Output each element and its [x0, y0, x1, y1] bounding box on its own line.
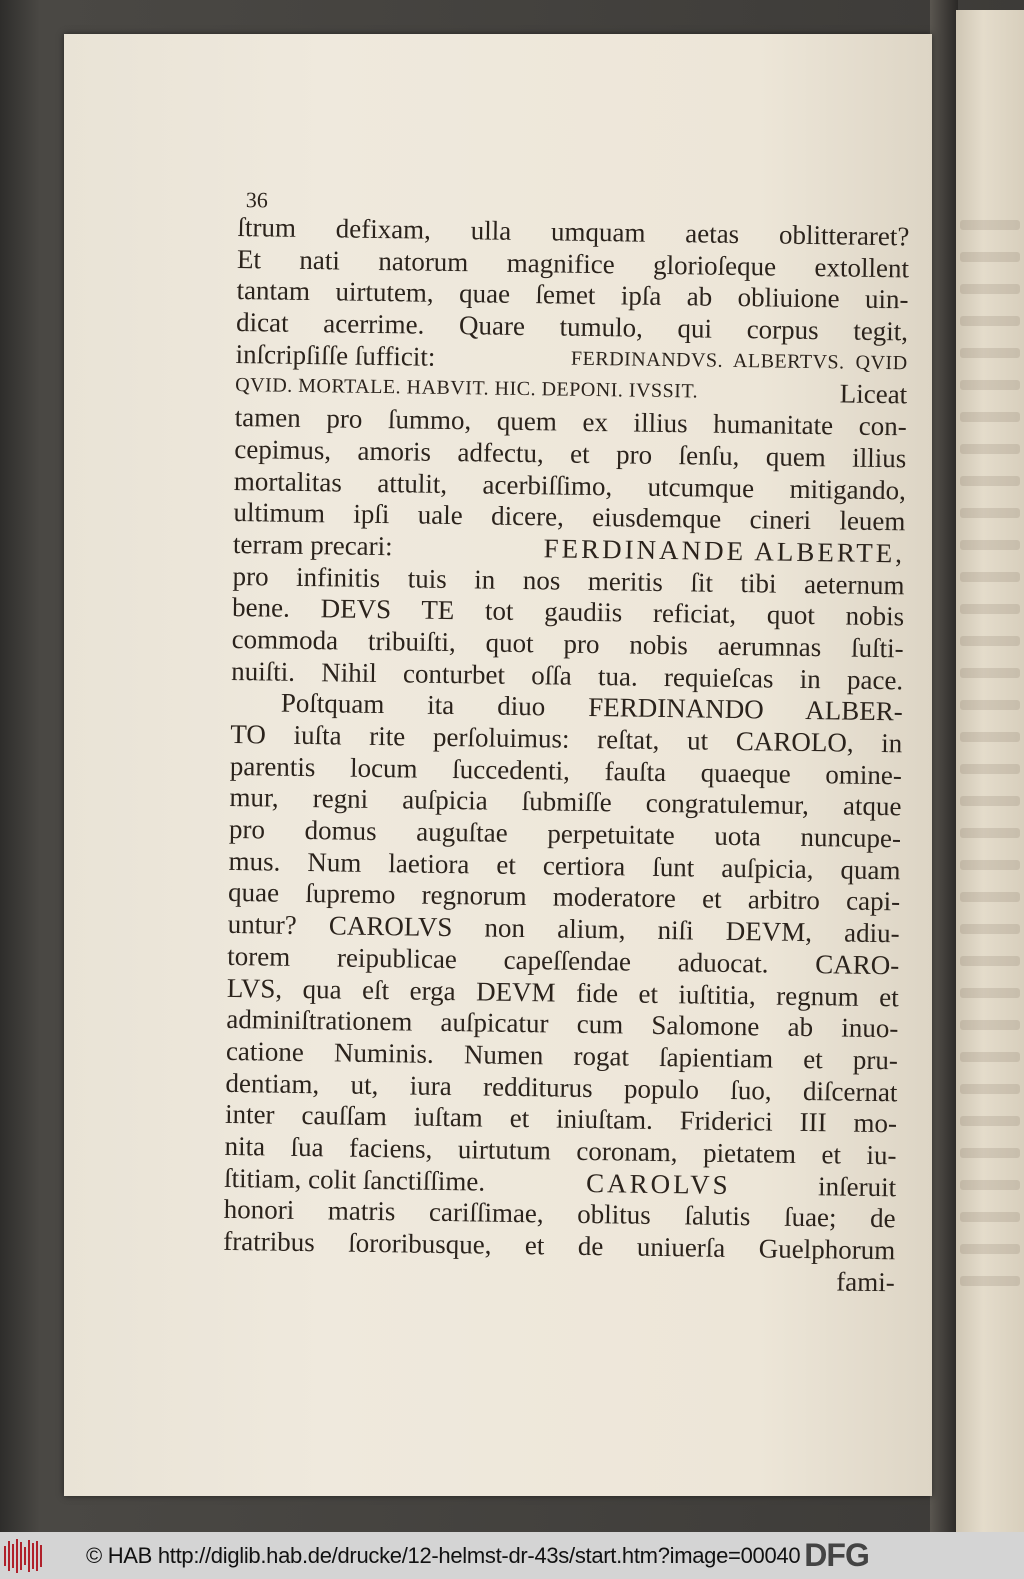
- text-segment: ultimum ipſi uale dicere, eiusdemque cineri leuem: [233, 497, 906, 537]
- text-segment: bene. DEVS TE tot gaudiis reficiat, quot nobis: [231, 592, 905, 632]
- text-segment: Poſtquam ita diuo FERDINANDO ALBER-: [280, 687, 903, 727]
- text-segment: adminiſtrationem auſpicatur cum Salomone ab inuo-: [226, 1004, 899, 1044]
- bleed-through-text: [960, 604, 1020, 614]
- bleed-through-text: [960, 348, 1020, 358]
- text-lines: [223, 212, 910, 1299]
- bleed-through-text: [960, 252, 1020, 262]
- small-caps-text: QVID. MORTALE. HABVIT. HIC. DEPONI. IVSSIT.: [235, 374, 699, 403]
- copyright-link[interactable]: © HAB http://diglib.hab.de/drucke/12-helmst-dr-43s/start.htm?image=00040: [86, 1542, 801, 1568]
- dfg-logo: DFG: [804, 1537, 869, 1573]
- spaced-caps-text: FERDINANDE ALBERTE,: [543, 533, 906, 569]
- text-segment: torem reipublicae capeſſendae aduocat. CARO-: [227, 940, 900, 981]
- text-segment: inſcripſiſſe ſufficit:: [235, 338, 443, 372]
- footer-bar: [0, 1532, 1024, 1579]
- bleed-through-text: [960, 668, 1020, 678]
- text-segment: Et nati natorum magnifice glorioſeque extollent: [236, 243, 910, 284]
- logo-bar: [4, 1546, 6, 1566]
- spaced-caps-text: CAROLVS: [585, 1167, 731, 1200]
- bleed-through-text: [960, 956, 1020, 966]
- bleed-through-text: [960, 220, 1020, 230]
- bleed-through-text: [960, 1212, 1020, 1222]
- bleed-through-text: [960, 892, 1020, 902]
- bleed-through-text: [960, 444, 1020, 454]
- book-gutter: [930, 0, 958, 1532]
- bleed-through-text: [960, 316, 1020, 326]
- bleed-through-text: [960, 1180, 1020, 1190]
- bleed-through-text: [960, 1020, 1020, 1030]
- bleed-through-text: [960, 508, 1020, 518]
- bleed-through-text: [960, 1148, 1020, 1158]
- text-segment: LVS, qua eſt erga DEVM fide et iuſtitia, regnum et: [226, 972, 899, 1012]
- logo-bar: [20, 1542, 22, 1570]
- text-segment: pro domus auguſtae perpetuitate uota nuncupe-: [228, 814, 902, 854]
- text-segment: terram precari:: [232, 528, 400, 562]
- text-segment: nita ſua faciens, uirtutum coronam, pietatem et iu-: [224, 1130, 897, 1171]
- text-segment: untur? CAROLVS non alium, niſi DEVM, adiu-: [227, 909, 900, 949]
- bleed-through-text: [960, 700, 1020, 710]
- bleed-through-text: [960, 924, 1020, 934]
- text-segment: nuiſti. Nihil conturbet oſſa tua. requieſcas in pace.: [231, 655, 904, 695]
- logo-bar: [16, 1539, 18, 1573]
- page-number: 36: [245, 187, 269, 213]
- logo-bar: [36, 1541, 38, 1571]
- text-segment: mur, regni auſpicia ſubmiſſe congratulemur, atque: [229, 782, 902, 822]
- text-segment: inter cauſſam iuſtam et iniuſtam. Friderici III mo-: [224, 1099, 898, 1139]
- bleed-through-text: [960, 796, 1020, 806]
- logo-bar: [40, 1545, 42, 1567]
- text-segment: Liceat: [832, 378, 908, 410]
- text-segment: quae ſupremo regnorum moderatore et arbitro capi-: [227, 877, 901, 917]
- bleed-through-text: [960, 540, 1020, 550]
- bleed-through-text: [960, 988, 1020, 998]
- text-segment: ſtrum defixam, ulla umquam aetas oblitteraret?: [237, 211, 910, 252]
- bleed-through-text: [960, 1116, 1020, 1126]
- bleed-through-text: [960, 860, 1020, 870]
- text-segment: parentis locum ſuccedenti, fauſta quaeque omine-: [229, 750, 903, 791]
- text-segment: fami-: [836, 1266, 895, 1297]
- text-segment: tamen pro ſummo, quem ex illius humanitate con-: [234, 402, 907, 442]
- bleed-through-text: [960, 636, 1020, 646]
- bleed-through-text: [960, 412, 1020, 422]
- logo-bar: [12, 1544, 14, 1568]
- text-segment: dicat acerrime. Quare tumulo, qui corpus tegit,: [235, 307, 909, 347]
- bleed-through-text: [960, 1276, 1020, 1286]
- logo-bar: [32, 1543, 34, 1569]
- text-segment: commoda tribuiſti, quot pro nobis aerumnas ſuſti-: [231, 623, 904, 664]
- bleed-through-text: [960, 764, 1020, 774]
- bleed-through-text: [960, 828, 1020, 838]
- text-segment: pro infinitis tuis in nos meritis ſit tibi aeternum: [232, 560, 905, 600]
- text-segment: dentiam, ut, iura redditurus populo ſuo, diſcernat: [225, 1067, 898, 1107]
- bleed-through-text: [960, 732, 1020, 742]
- logo-bar: [24, 1547, 26, 1565]
- page-text: [223, 188, 910, 1299]
- text-segment: cepimus, amoris adfectu, et pro ſenſu, quem illius: [234, 433, 907, 474]
- text-segment: honori matris cariſſimae, oblitus ſalutis ſuae; de: [223, 1194, 896, 1234]
- logo-bar: [8, 1541, 10, 1571]
- text-segment: catione Numinis. Numen rogat ſapientiam et pru-: [225, 1035, 899, 1076]
- text-segment: fratribus ſororibusque, et de uniuerſa Guelphorum: [223, 1225, 896, 1266]
- text-segment: mortalitas attulit, acerbiſſimo, utcumque mitigando,: [233, 465, 907, 505]
- logo-bar: [28, 1540, 30, 1572]
- text-segment: inſeruit: [811, 1170, 897, 1202]
- bleed-through-text: [960, 1084, 1020, 1094]
- bleed-through-text: [960, 476, 1020, 486]
- bleed-through-text: [960, 284, 1020, 294]
- text-segment: mus. Num laetiora et certiora ſunt auſpicia, quam: [228, 845, 901, 886]
- small-caps-text: FERDINANDVS. ALBERTVS. QVID: [570, 347, 908, 375]
- text-segment: TO iuſta rite perſoluimus: reſtat, ut CAROLO, in: [230, 718, 903, 759]
- bleed-through-text: [960, 572, 1020, 582]
- bleed-through-text: [960, 1052, 1020, 1062]
- bleed-through-text: [960, 1244, 1020, 1254]
- hab-logo-icon: [4, 1539, 44, 1573]
- bleed-through-text: [960, 380, 1020, 390]
- text-segment: ſtitiam, colit ſanctiſſime.: [223, 1162, 506, 1197]
- text-segment: tantam uirtutem, quae ſemet ipſa ab obliuione uin-: [236, 275, 909, 315]
